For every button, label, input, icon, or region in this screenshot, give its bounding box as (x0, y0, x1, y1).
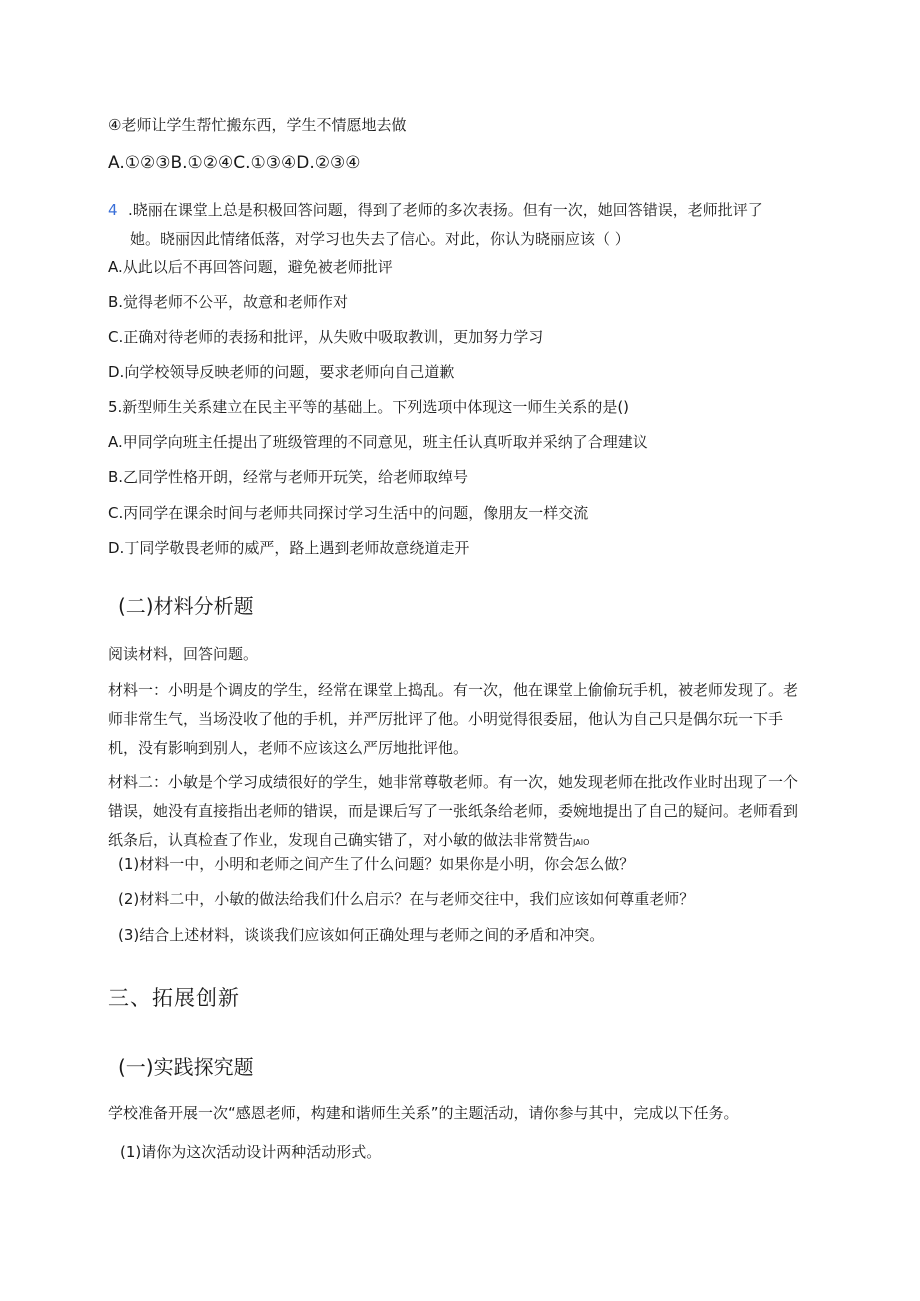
q5-option-a: A.甲同学向班主任提出了班级管理的不同意见，班主任认真听取并采纳了合理建议 (108, 433, 648, 451)
material-question-3: (3)结合上述材料，谈谈我们应该如何正确处理与老师之间的矛盾和冲突。 (118, 926, 605, 944)
practice-intro: 学校准备开展一次“感恩老师，构建和谐师生关系”的主题活动，请你参与其中，完成以下任务。 (108, 1104, 739, 1122)
material-question-2: (2)材料二中，小敏的做法给我们什么启示？在与老师交往中，我们应该如何尊重老师？ (118, 890, 695, 908)
q5-option-d: D.丁同学敬畏老师的威严，路上遇到老师故意绕道走开 (108, 539, 470, 557)
material-one: 材料一：小明是个调皮的学生，经常在课堂上捣乱。有一次，他在课堂上偷偷玩手机，被老师发现了。老师非常生气，当场没收了他的手机，并严厉批评了他。小明觉得很委屈，他认为自己只是偶尔玩一下手机，没有影响到别人，老师不应该这么严厉地批评他。 (108, 681, 799, 757)
practice-question-1: (1)请你为这次活动设计两种活动形式。 (120, 1143, 382, 1161)
material-two-mark: JAIO (573, 838, 590, 847)
material-intro: 阅读材料，回答问题。 (108, 645, 259, 663)
material-two-text: 材料二：小敏是个学习成绩很好的学生，她非常尊敬老师。有一次，她发现老师在批改作业时出现了一个错误，她没有直接指出老师的错误，而是课后写了一张纸条给老师，委婉地提出了自己的疑问。老师看到纸条后，认真检查了作业，发现自己确实错了，对小敏的做法非常赞告 (108, 773, 799, 849)
q4-number: 4 (108, 201, 118, 219)
q4-stem (108, 196, 808, 254)
q5-option-c: C.丙同学在课余时间与老师共同探讨学习生活中的问题，像朋友一样交流 (108, 504, 589, 522)
q5-stem: 5.新型师生关系建立在民主平等的基础上。下列选项中体现这一师生关系的是() (108, 398, 630, 416)
practice-heading: (一)实践探究题 (118, 1055, 254, 1079)
q3-options: A.①②③B.①②④C.①③④D.②③④ (108, 153, 361, 173)
q4-option-a: A.从此以后不再回答问题，避免被老师批评 (108, 258, 393, 276)
q4-stem-line2: 她。晓丽因此情绪低落，对学习也失去了信心。对此，你认为晓丽应该（ ） (130, 230, 630, 248)
q4-option-c: C.正确对待老师的表扬和批评，从失败中吸取教训，更加努力学习 (108, 328, 544, 346)
material-question-1: (1)材料一中，小明和老师之间产生了什么问题？如果你是小明，你会怎么做？ (118, 855, 635, 873)
q4-option-b: B.觉得老师不公平，故意和老师作对 (108, 293, 349, 311)
q5-option-b: B.乙同学性格开朗，经常与老师开玩笑，给老师取绰号 (108, 468, 469, 486)
section-three-heading: 三、拓展创新 (108, 986, 240, 1010)
material-analysis-heading: (二)材料分析题 (118, 594, 254, 618)
material-two (108, 768, 808, 857)
q4-stem-line1: .晓丽在课堂上总是积极回答问题，得到了老师的多次表扬。但有一次，她回答错误，老师批评了 (128, 201, 763, 219)
q3-item-4: ④老师让学生帮忙搬东西，学生不情愿地去做 (108, 116, 407, 134)
q4-option-d: D.向学校领导反映老师的问题，要求老师向自己道歉 (108, 363, 455, 381)
